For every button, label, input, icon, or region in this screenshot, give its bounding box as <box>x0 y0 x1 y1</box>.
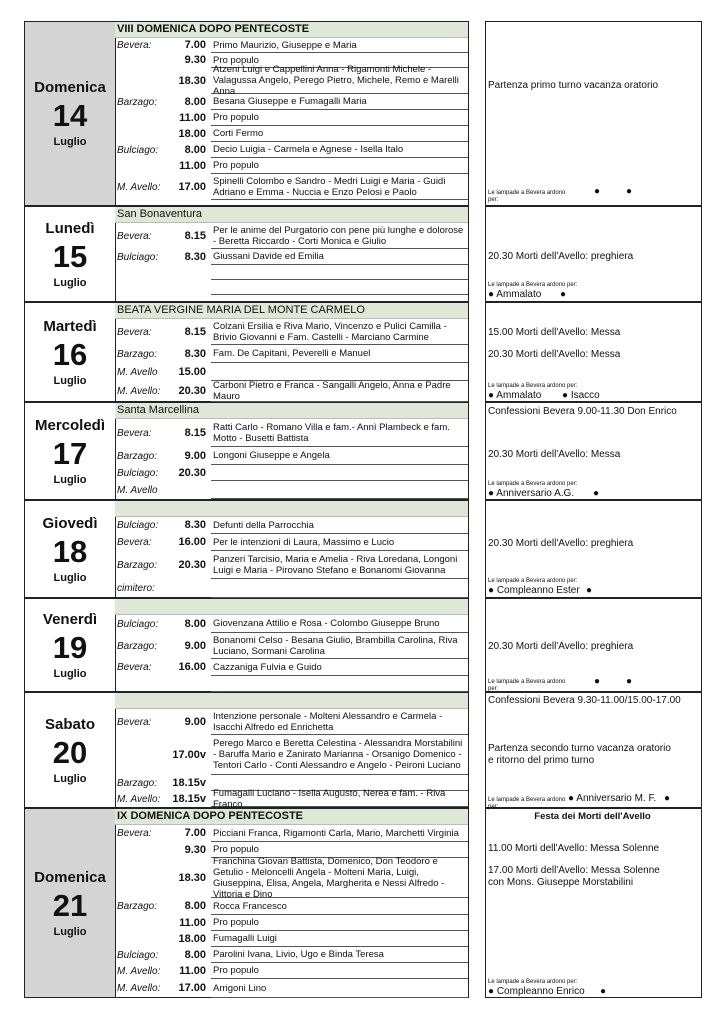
schedule <box>115 809 468 997</box>
day-number: 20 <box>52 734 88 770</box>
liturgical-title <box>115 599 468 615</box>
schedule <box>115 403 468 499</box>
mass-intention: Fam. De Capitani, Peverelli e Manuel <box>211 345 468 363</box>
mass-time: 8.15 <box>184 229 206 242</box>
note: 20.30 Morti dell'Avello: Messa <box>488 349 621 360</box>
mass-intention: Longoni Giuseppe e Angela <box>211 447 468 465</box>
mass-row <box>115 126 468 142</box>
mass-row <box>115 947 468 963</box>
mass-time: 8.30 <box>184 250 206 263</box>
mass-time: 18.15v <box>172 776 206 789</box>
mass-intention: Corti Fermo <box>211 126 468 142</box>
mass-intention: Pro populo <box>211 963 468 979</box>
mass-row <box>115 223 468 249</box>
day-number: 19 <box>52 629 88 665</box>
mass-intention: Picciani Franca, Rigamonti Carla, Mario, Marchetti Virginia <box>211 825 468 842</box>
mass-time: 9.30 <box>184 843 206 856</box>
mass-intention <box>211 676 468 692</box>
mass-row <box>115 249 468 265</box>
lamp-entry: ● Ammalato ● <box>488 289 567 300</box>
mass-time: 8.00 <box>184 143 206 156</box>
mass-row <box>115 280 468 295</box>
mass-row <box>115 963 468 979</box>
lamp-caption: Le lampade a Bevera ardono per: <box>488 979 578 985</box>
mass-row <box>115 517 468 534</box>
day-name: Domenica <box>34 868 106 886</box>
mass-intention <box>211 265 468 280</box>
liturgical-title: VIII DOMENICA DOPO PENTECOSTE <box>115 22 468 38</box>
mass-time: 11.00 <box>179 964 206 977</box>
mass-location: Bevera: <box>117 662 152 673</box>
day-month: Luglio <box>53 925 87 938</box>
mass-time: 18.30 <box>178 74 206 87</box>
liturgical-title: BEATA VERGINE MARIA DEL MONTE CARMELO <box>115 303 468 319</box>
mass-location: Barzago: <box>117 96 158 108</box>
mass-row <box>115 465 468 481</box>
mass-time: 8.30 <box>184 519 206 531</box>
mass-time: 8.00 <box>184 95 206 108</box>
liturgical-title <box>115 693 468 709</box>
mass-intention: Cazzaniga Fulvia e Guido <box>211 659 468 676</box>
day-cell <box>25 303 116 401</box>
notes-cell <box>485 598 702 692</box>
mass-row <box>115 931 468 947</box>
mass-row <box>115 579 468 598</box>
lamp-caption: Le lampade a Bevera ardono per: <box>488 282 578 288</box>
mass-location: Barzago: <box>117 348 158 360</box>
mass-intention: Intenzione personale - Molteni Alessandro e Carmela - Isacchi Alfredo ed Enrichetta <box>211 709 468 735</box>
mass-intention: Bonanomi Celso - Besana Giulio, Brambilla Carolina, Riva Luciano, Sormani Carolina <box>211 633 468 659</box>
day-name: Martedì <box>43 317 97 335</box>
mass-intention: Pro populo <box>211 915 468 931</box>
mass-row <box>115 735 468 775</box>
mass-time: 9.00 <box>184 715 206 728</box>
lamp-name: Anniversario M. F. <box>576 793 657 804</box>
lamp-caption: Le lampade a Bevera ardono per: <box>488 190 566 203</box>
note: 20.30 Morti dell'Avello: preghiera <box>488 538 634 549</box>
mass-time: 8.00 <box>184 617 206 630</box>
mass-location: M. Avello: <box>117 983 161 994</box>
bullet-icon: ● <box>594 186 601 197</box>
mass-row <box>115 481 468 499</box>
day-name: Giovedì <box>42 514 98 532</box>
mass-time: 9.00 <box>184 449 206 462</box>
lamp-entry: ● Ammalato ● Isacco <box>488 390 600 401</box>
mass-intention: Pro populo <box>211 110 468 126</box>
day-name: Sabato <box>44 715 95 733</box>
note: 20.30 Morti dell'Avello: preghiera <box>488 641 634 652</box>
bullet-icon: ● <box>594 676 601 687</box>
mass-row <box>115 158 468 174</box>
lamp-caption: Le lampade a Bevera ardono per: <box>488 481 578 487</box>
mass-intention <box>211 465 468 481</box>
note: 11.00 Morti dell'Avello: Messa Solenne <box>488 843 660 854</box>
notes-cell <box>485 21 702 206</box>
mass-intention: Decio Luigia - Carmela e Agnese - Isella Italo <box>211 142 468 158</box>
day-name: Venerdì <box>42 610 98 628</box>
lamp-caption: Le lampade a Bevera ardono per: <box>488 578 578 584</box>
schedule <box>115 599 468 691</box>
mass-intention: Fumagalli Luigi <box>211 931 468 947</box>
mass-row <box>115 419 468 447</box>
day-block <box>24 808 469 998</box>
day-month: Luglio <box>53 473 87 486</box>
lamp-caption: Le lampade a Bevera ardono per: <box>488 383 578 389</box>
lamp-name: Isacco <box>570 390 600 401</box>
notes-cell <box>485 206 702 302</box>
mass-row <box>115 534 468 551</box>
mass-intention: Atzeni Luigi e Cappellini Anna - Rigamonti Michele - Valagussa Angelo, Perego Pietro, Michele, Remo e Marelli Anna <box>211 68 468 94</box>
day-cell <box>25 809 116 997</box>
liturgical-title: San Bonaventura <box>115 207 468 223</box>
day-month: Luglio <box>53 136 87 148</box>
day-name: Lunedì <box>45 219 95 237</box>
mass-row <box>115 615 468 633</box>
day-cell <box>25 501 116 597</box>
mass-location: Barzago: <box>117 559 158 571</box>
day-month: Luglio <box>53 571 87 584</box>
day-number: 16 <box>52 336 88 372</box>
mass-location: Bulciago: <box>117 251 159 263</box>
notes-cell <box>485 808 702 998</box>
day-block <box>24 500 469 598</box>
mass-time: 20.30 <box>178 385 206 397</box>
mass-time: 17.00 <box>178 180 206 193</box>
mass-location: Bevera: <box>117 828 152 839</box>
day-cell <box>25 403 116 499</box>
mass-location: Bevera: <box>117 326 152 338</box>
mass-intention: Spinelli Colombo e Sandro - Medri Luigi e Maria - Guidi Adriano e Emma - Nuccia e Enzo Pelosi e Paolo <box>211 174 468 200</box>
mass-row <box>115 381 468 402</box>
day-name: Mercoledì <box>34 416 106 434</box>
mass-time: 20.30 <box>178 466 206 479</box>
mass-location: M. Avello: <box>117 386 161 397</box>
mass-row <box>115 915 468 931</box>
mass-location: Barzago: <box>117 777 158 789</box>
mass-row <box>115 38 468 53</box>
mass-intention: Besana Giuseppe e Fumagalli Maria <box>211 94 468 110</box>
lamp-entry: ● Anniversario M. F. ● <box>568 793 671 804</box>
mass-row <box>115 551 468 579</box>
mass-time: 9.30 <box>184 54 206 66</box>
mass-time: 16.00 <box>178 536 206 548</box>
day-month: Luglio <box>53 667 87 680</box>
mass-time: 16.00 <box>178 661 206 673</box>
schedule <box>115 501 468 597</box>
mass-intention <box>211 481 468 499</box>
day-block <box>24 21 469 206</box>
mass-row <box>115 94 468 110</box>
mass-row <box>115 265 468 280</box>
mass-location: M. Avello: <box>117 965 161 977</box>
lamp-name: Anniversario A.G. <box>496 488 575 499</box>
day-cell <box>25 22 116 205</box>
mass-intention: Per le intenzioni di Laura, Massimo e Lucio <box>211 534 468 551</box>
mass-intention: Colzani Ersilia e Riva Mario, Vincenzo e Pulici Camilla - Brivio Giovanni e Fam. Castelli - Marciano Carmine <box>211 319 468 345</box>
mass-location: cimitero: <box>117 583 155 594</box>
day-month: Luglio <box>53 374 87 387</box>
mass-location: Bevera: <box>117 40 152 51</box>
day-cell <box>25 207 116 301</box>
mass-row <box>115 709 468 735</box>
note: Confessioni Bevera 9.30-11.00/15.00-17.00 <box>488 695 681 706</box>
mass-intention: Arrigoni Lino <box>211 979 468 998</box>
mass-row <box>115 676 468 692</box>
mass-row <box>115 174 468 200</box>
day-cell <box>25 693 116 807</box>
day-number: 15 <box>52 238 88 274</box>
liturgical-title: IX DOMENICA DOPO PENTECOSTE <box>115 809 468 825</box>
notes-cell <box>485 302 702 402</box>
day-block <box>24 206 469 302</box>
mass-intention: Giussani Davide ed Emilia <box>211 249 468 265</box>
mass-intention: Ratti Carlo - Romano Villa e fam.- Annì Plambeck e fam. Motto - Busetti Battista <box>211 419 468 447</box>
bullet-icon: ● <box>626 676 633 687</box>
mass-location: Bevera: <box>117 537 152 548</box>
mass-intention: Parolini Ivana, Livio, Ugo e Binda Teresa <box>211 947 468 963</box>
mass-row <box>115 142 468 158</box>
mass-location: Bulciago: <box>117 467 159 479</box>
mass-row <box>115 979 468 998</box>
mass-time: 17.00 <box>178 982 206 994</box>
mass-intention: Giovenzana Attilio e Rosa - Colombo Giuseppe Bruno <box>211 615 468 633</box>
mass-intention: Per le anime del Purgatorio con pene più lunghe e dolorose - Beretta Riccardo - Corti Monica e Giulio <box>211 223 468 249</box>
mass-row <box>115 633 468 659</box>
day-block <box>24 302 469 402</box>
note: 17.00 Morti dell'Avello: Messa Solenne con Mons. Giuseppe Morstabilini <box>488 865 660 888</box>
note: 20.30 Morti dell'Avello: Messa <box>488 449 621 460</box>
mass-intention <box>211 280 468 295</box>
mass-location: M. Avello: <box>117 793 161 805</box>
mass-intention: Primo Maurizio, Giuseppe e Maria <box>211 38 468 53</box>
mass-time: 20.30 <box>178 558 206 571</box>
mass-intention: Panzeri Tarcisio, Maria e Amelia - Riva Loredana, Longoni Luigi e Maria - Pirovano Stefano e Bonanomi Giovanna <box>211 551 468 579</box>
mass-row <box>115 363 468 381</box>
mass-row <box>115 345 468 363</box>
day-block <box>24 598 469 692</box>
liturgical-title <box>115 501 468 517</box>
note: Partenza secondo turno vacanza oratorio e ritorno del primo turno <box>488 743 671 766</box>
note: Partenza primo turno vacanza oratorio <box>488 80 659 91</box>
schedule <box>115 303 468 401</box>
schedule <box>115 22 468 205</box>
mass-location: Barzago: <box>117 901 158 912</box>
mass-time: 11.00 <box>179 916 206 929</box>
lamp-name: Compleanno Ester <box>496 585 580 596</box>
mass-time: 9.00 <box>184 639 206 652</box>
mass-intention: Carboni Pietro e Franca - Sangalli Angelo, Anna e Padre Mauro <box>211 381 468 402</box>
lamp-name: Ammalato <box>496 289 542 300</box>
mass-location: Bulciago: <box>117 618 159 630</box>
mass-time: 18.00 <box>178 127 206 140</box>
schedule <box>115 693 468 810</box>
mass-row <box>115 319 468 345</box>
notes-cell <box>485 500 702 598</box>
mass-time: 18.00 <box>178 932 206 945</box>
mass-location: Bulciago: <box>117 520 159 531</box>
mass-intention: Pro populo <box>211 158 468 174</box>
mass-intention: Pro populo <box>211 842 468 858</box>
lamp-caption: Le lampade a Bevera ardono per: <box>488 679 566 692</box>
mass-row <box>115 825 468 842</box>
mass-location: Bulciago: <box>117 144 159 156</box>
note: Confessioni Bevera 9.00-11.30 Don Enrico <box>488 406 677 417</box>
mass-intention <box>211 363 468 381</box>
mass-location: Bevera: <box>117 716 152 728</box>
mass-time: 11.00 <box>179 159 206 172</box>
mass-intention <box>211 579 468 598</box>
mass-time: 15.00 <box>178 365 206 378</box>
lamp-entry: ● Anniversario A.G. ● <box>488 488 600 499</box>
mass-row <box>115 447 468 465</box>
mass-row <box>115 64 468 97</box>
day-block <box>24 692 469 808</box>
mass-time: 17.00v <box>172 748 206 761</box>
mass-time: 8.00 <box>184 948 206 961</box>
day-number: 14 <box>52 98 88 133</box>
mass-location: M. Avello <box>117 484 158 496</box>
mass-row <box>115 659 468 676</box>
mass-row <box>115 110 468 126</box>
lamp-entry: ● Compleanno Enrico ● <box>488 986 607 997</box>
day-block <box>24 402 469 500</box>
notes-cell <box>485 692 702 808</box>
mass-intention: Franchina Giovan Battista, Domenico, Don Teodoro e Getulio - Meloncelli Angela - Molteni Maria, Luigi, Giuseppina, Elisa, Angela, Margherita e Nessi Alfredo - Vittoria e Dino <box>211 858 468 898</box>
mass-time: 8.00 <box>184 900 206 912</box>
mass-location: Bevera: <box>117 427 152 439</box>
note: 15.00 Morti dell'Avello: Messa <box>488 327 621 338</box>
note: 20.30 Morti dell'Avello: preghiera <box>488 251 634 262</box>
lamp-name: Compleanno Enrico <box>496 986 585 997</box>
mass-time: 8.30 <box>184 347 206 360</box>
day-number: 21 <box>52 887 88 923</box>
mass-intention: Rocca Francesco <box>211 898 468 915</box>
mass-intention: Defunti della Parrocchia <box>211 517 468 534</box>
mass-row <box>115 855 468 900</box>
mass-row <box>115 787 468 810</box>
mass-row <box>115 898 468 915</box>
mass-intention: Perego Marco e Beretta Celestina - Alessandra Morstabilini - Baruffa Mario e Zanirato Marianna - Orsanigo Domenico - Tentori Carlo - Conti Alessandro e Angelo - Peironi Luciano <box>211 735 468 775</box>
mass-time: 8.15 <box>184 426 206 439</box>
mass-time: 18.30 <box>178 871 206 884</box>
lamp-name: Ammalato <box>496 390 542 401</box>
bullet-icon: ● <box>626 186 633 197</box>
day-month: Luglio <box>53 276 87 289</box>
mass-time: 7.00 <box>184 39 206 51</box>
mass-location: M. Avello <box>117 366 158 378</box>
mass-location: Barzago: <box>117 640 158 652</box>
mass-location: Bevera: <box>117 230 152 242</box>
mass-intention: Fumagalli Luciano - Isella Augusto, Nerea e fam. - Riva Franco <box>211 791 468 807</box>
mass-intention: Pro populo <box>211 53 468 68</box>
notes-cell <box>485 402 702 500</box>
day-number: 17 <box>52 435 88 471</box>
day-cell <box>25 599 116 691</box>
day-name: Domenica <box>34 79 106 96</box>
mass-time: 18.15v <box>172 792 206 805</box>
liturgical-title: Santa Marcellina <box>115 403 468 419</box>
mass-time: 7.00 <box>184 827 206 839</box>
day-month: Luglio <box>53 772 87 785</box>
mass-time: 8.15 <box>184 325 206 338</box>
lamp-caption: Le lampade a Bevera ardono per: <box>488 797 566 810</box>
day-number: 18 <box>52 533 88 569</box>
mass-location: Bulciago: <box>117 949 159 961</box>
mass-time: 11.00 <box>179 111 206 124</box>
mass-location: Barzago: <box>117 450 158 462</box>
schedule <box>115 207 468 301</box>
mass-location: M. Avello: <box>117 181 161 193</box>
notes-title: Festa dei Morti dell'Avello <box>534 811 651 822</box>
lamp-entry: ● Compleanno Ester ● <box>488 585 593 596</box>
